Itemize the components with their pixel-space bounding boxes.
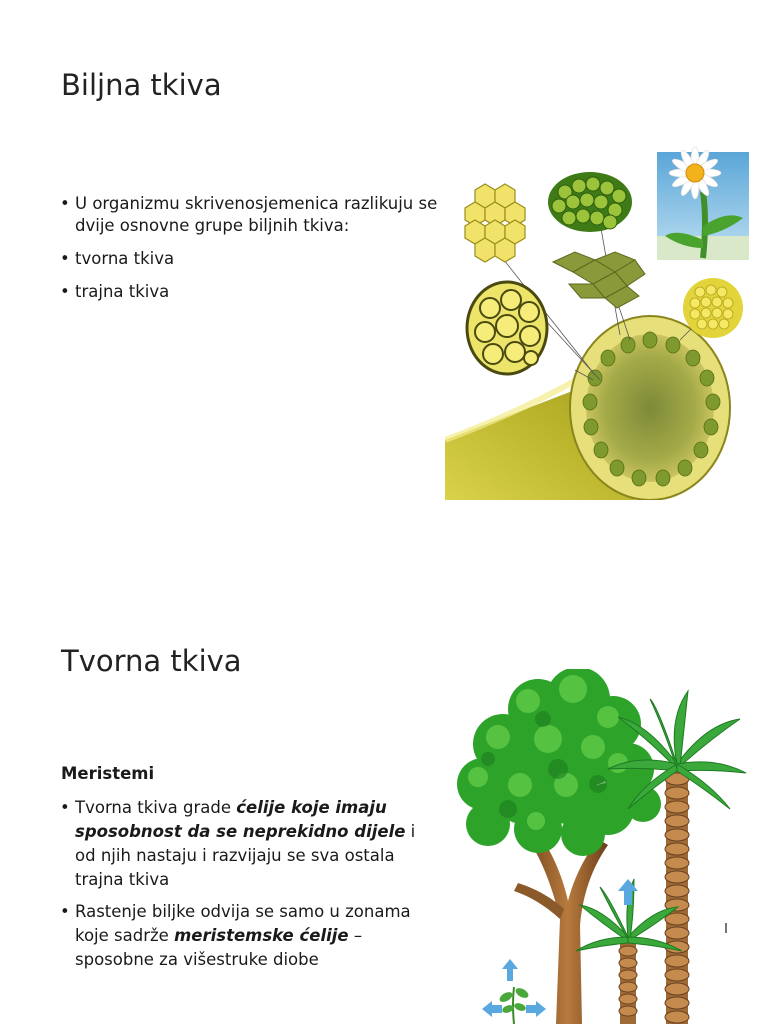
subheading: Meristemi xyxy=(61,764,155,783)
plant-stem-tissues-icon xyxy=(445,140,765,500)
bullet-text: i od njih nastaju i razvijaju se sva ostala trajna tkiva xyxy=(75,822,416,889)
tree-and-palm-growth-icon xyxy=(448,669,748,1024)
bullet-item: • tvorna tkiva xyxy=(60,248,440,270)
bullet-item: • trajna tkiva xyxy=(60,281,440,303)
bullet-list xyxy=(60,193,440,314)
bullet-item xyxy=(60,796,430,892)
bullet-text: Rastenje biljke odvija se samo u zonama koje sadrže xyxy=(75,902,411,945)
bullet-emphasis: meristemske ćelije xyxy=(174,926,349,945)
bullet-text: Tvorna tkiva grade xyxy=(75,798,237,817)
bullet-text: – sposobne za višestruke diobe xyxy=(75,926,363,969)
bullet-item xyxy=(60,900,430,972)
slide-tvorna-tkiva xyxy=(0,512,768,1024)
slide-title: Tvorna tkiva xyxy=(61,644,242,678)
bullet-emphasis: ćelije koje imaju sposobnost da se neprekidno dijele xyxy=(75,798,406,841)
bullet-item: • U organizmu skrivenosjemenica razlikuju se dvije osnovne grupe biljnih tkiva: xyxy=(60,193,440,237)
slide-title: Biljna tkiva xyxy=(61,68,222,102)
bullet-list xyxy=(60,796,430,980)
